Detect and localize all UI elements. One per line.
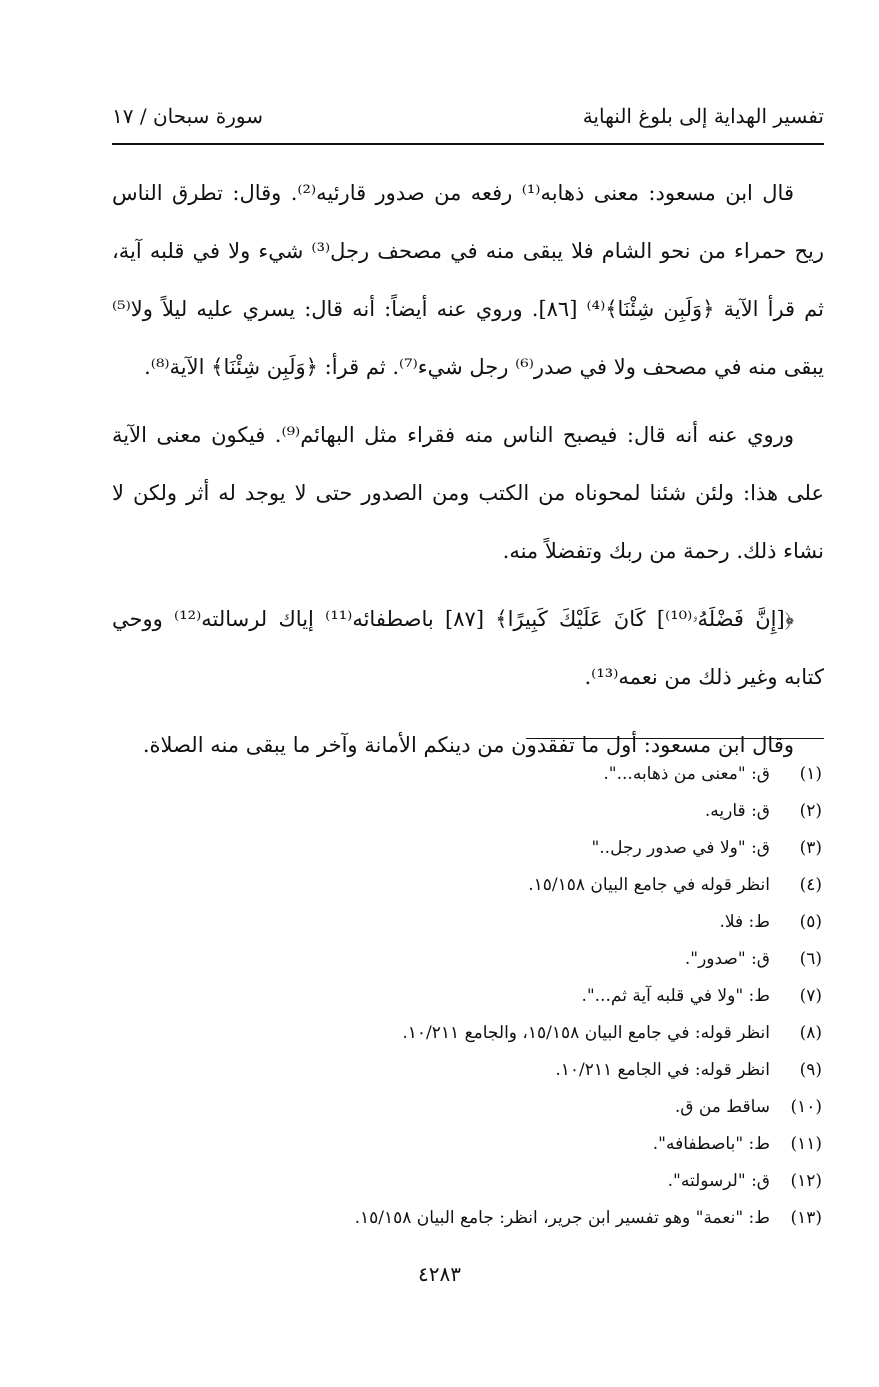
footnote-text: انظر قوله: في جامع البيان ١٥/١٥٨، والجامع ١٠/٢١١. (402, 1023, 770, 1043)
footnote (112, 978, 824, 1015)
footnote-text: ط: "باصطفافه". (652, 1134, 770, 1154)
footnote-text: ق: "معنى من ذهابه...". (603, 764, 770, 784)
footnote (112, 867, 824, 904)
footnote-number: (٣) (799, 838, 822, 858)
footnote-text: انظر قوله في جامع البيان ١٥/١٥٨. (528, 875, 770, 895)
footnote (112, 1089, 824, 1126)
running-header (112, 96, 824, 136)
paragraph-3: ﴿[إِنَّ فَضْلَهُۥ⁽¹⁰⁾] كَانَ عَلَيْكَ كَبِيرًا﴾ [٨٧] باصطفائه⁽¹¹⁾ إياك لرسالته⁽¹²⁾ ووحي كتابه وغير ذلك من نعمه⁽¹³⁾. (112, 607, 824, 689)
footnote (112, 756, 824, 793)
footnote-text: ق: "لرسولته". (667, 1171, 770, 1191)
footnote-number: (٥) (799, 912, 822, 932)
book-title: تفسير الهداية إلى بلوغ النهاية (582, 104, 824, 128)
footnotes (112, 756, 824, 1237)
footnote-number: (١٢) (790, 1171, 822, 1191)
footnote-number: (٤) (799, 875, 822, 895)
footnote-text: انظر قوله: في الجامع ١٠/٢١١. (555, 1060, 770, 1080)
footnote-text: ق: قاريه. (704, 801, 770, 821)
footnote-text: ط: "ولا في قلبه آية ثم...". (581, 986, 770, 1006)
paragraph-2: وروي عنه أنه قال: فيصبح الناس منه فقراء مثل البهائم⁽⁹⁾. فيكون معنى الآية على هذا: ولئن شئنا لمحوناه من الكتب ومن الصدور حتى لا يوجد له أثر ولكن لا نشاء ذلك. رحمة من ربك وتفضلاً منه. (112, 423, 824, 563)
header-divider (112, 143, 824, 145)
footnote-text: ق: "ولا في صدور رجل.." (591, 838, 770, 858)
footnote-number: (١) (799, 764, 822, 784)
footnote (112, 1126, 824, 1163)
footnote-divider (526, 738, 824, 739)
page-number: ٤٢٨٣ (418, 1262, 461, 1286)
paragraph-4: وقال ابن مسعود: أول ما تفقدون من دينكم الأمانة وآخر ما يبقى منه الصلاة. (142, 733, 794, 757)
paragraph-1: قال ابن مسعود: معنى ذهابه⁽¹⁾ رفعه من صدور قارئيه⁽²⁾. وقال: تطرق الناس ريح حمراء من نحو الشام فلا يبقى منه في مصحف رجل⁽³⁾ شيء ولا في قلبه آية، ثم قرأ الآية ﴿وَلَبِن شِئْنَا﴾⁽⁴⁾ [٨٦]. وروي عنه أيضاً: أنه قال: يسري عليه ليلاً ولا⁽⁵⁾ يبقى منه في مصحف ولا في صدر⁽⁶⁾ رجل شيء⁽⁷⁾. ثم قرأ: ﴿وَلَبِن شِئْنَا﴾ الآية⁽⁸⁾. (112, 181, 824, 379)
footnote-text: ط: "نعمة" وهو تفسير ابن جرير، انظر: جامع البيان ١٥/١٥٨. (354, 1208, 770, 1228)
footnote-number: (٦) (799, 949, 822, 969)
footnote-number: (٨) (799, 1023, 822, 1043)
footnote (112, 1163, 824, 1200)
footnote-number: (١١) (790, 1134, 822, 1154)
footnote (112, 830, 824, 867)
surah-page-ref: سورة سبحان / ١٧ (112, 104, 264, 128)
footnote (112, 904, 824, 941)
footnote-text: ساقط من ق. (674, 1097, 770, 1117)
footnote (112, 1200, 824, 1237)
footnote-text: ق: "صدور". (684, 949, 770, 969)
footnote (112, 941, 824, 978)
footnote-text: ط: فلا. (719, 912, 770, 932)
footnote-number: (٧) (799, 986, 822, 1006)
footnote-number: (١٣) (790, 1208, 822, 1228)
footnote (112, 1015, 824, 1052)
footnote-number: (١٠) (790, 1097, 822, 1117)
footnote-number: (٩) (799, 1060, 822, 1080)
footnote (112, 793, 824, 830)
main-text (112, 164, 824, 784)
footnote-number: (٢) (799, 801, 822, 821)
footnote (112, 1052, 824, 1089)
